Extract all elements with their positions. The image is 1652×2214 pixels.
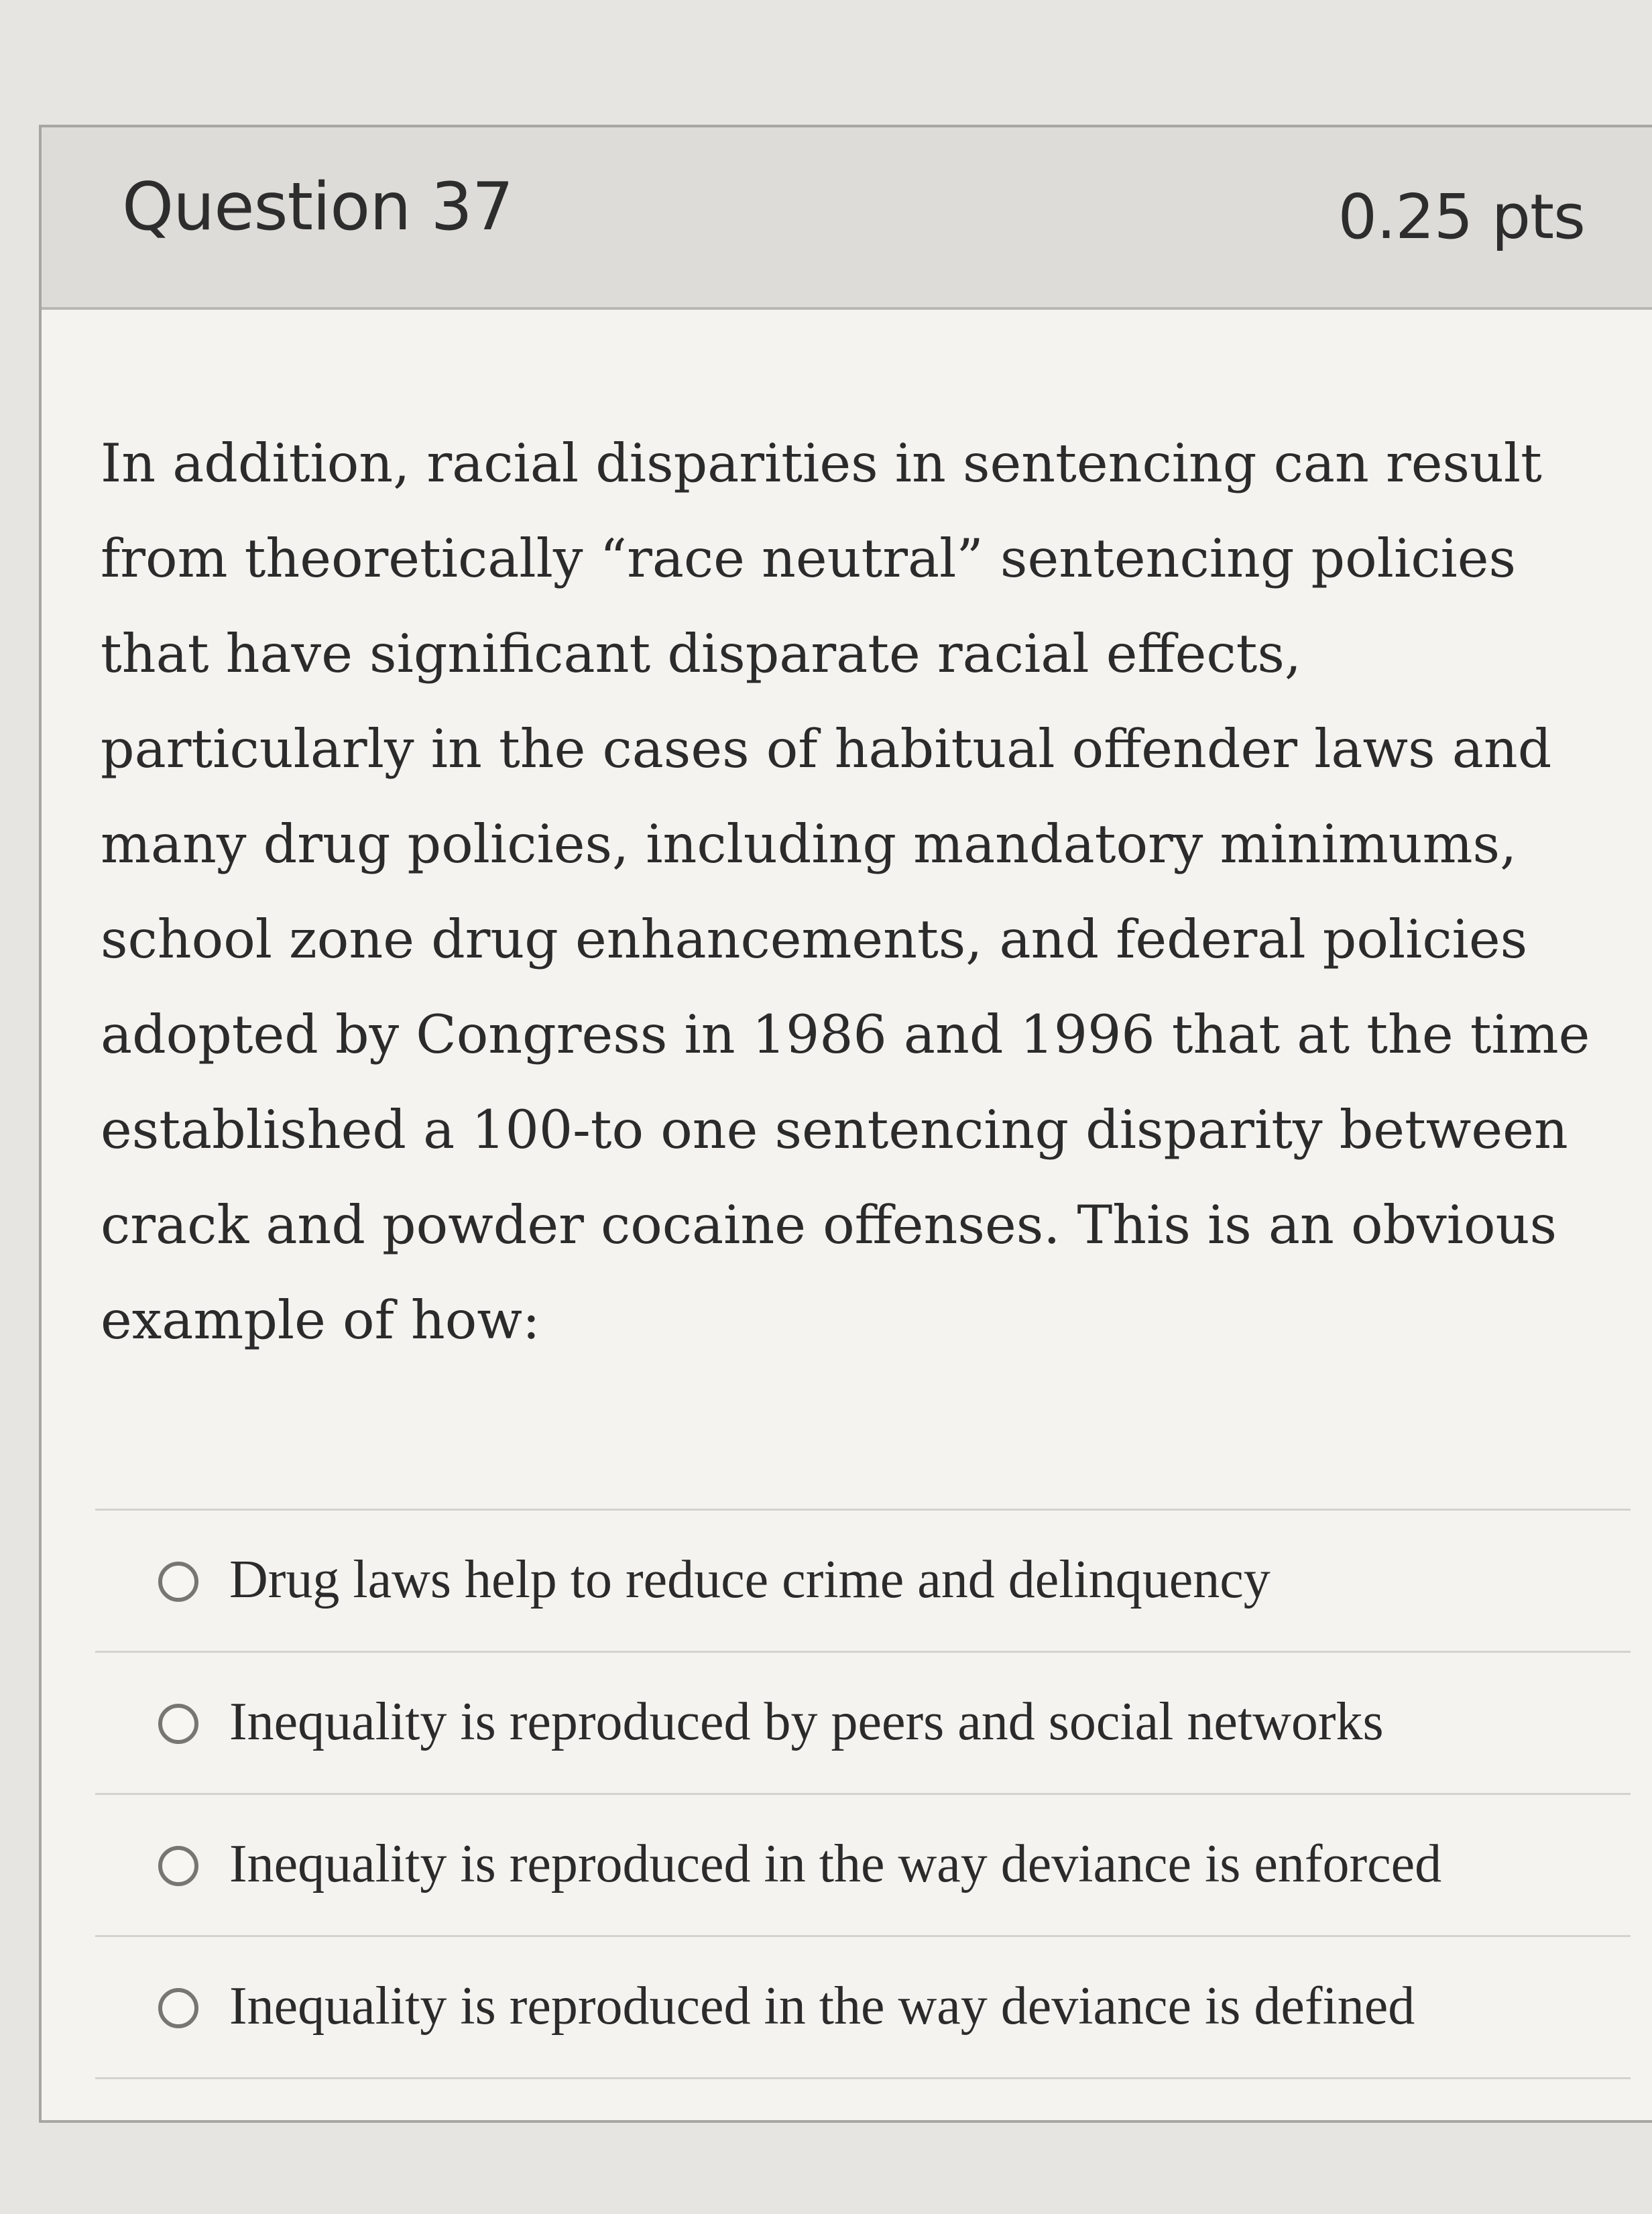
answer-label[interactable]: Drug laws help to reduce crime and delinquency (229, 1550, 1271, 1609)
question-title: Question 37 (122, 169, 514, 245)
radio-button[interactable] (158, 1562, 198, 1602)
question-text: In addition, racial disparities in sentencing can result from theoretically “race neutral” sentencing policies that have significant disparate racial effects, particularly in the cases of habitual offender laws and many drug policies, including mandatory minimums, school zone drug enhancements, and federal policies adopted by Congress in 1986 and 1996 that at the time established a 100-to one sentencing disparity between crack and powder cocaine offenses. This is an obvious example of how: (101, 432, 1590, 1351)
answer-option-3[interactable] (95, 1795, 1631, 1937)
answer-label[interactable]: Inequality is reproduced by peers and social networks (229, 1692, 1384, 1751)
answer-option-2[interactable] (95, 1653, 1631, 1795)
answer-option-1[interactable] (95, 1511, 1631, 1653)
radio-button[interactable] (158, 1846, 198, 1886)
radio-button[interactable] (158, 1988, 198, 2028)
question-card (39, 125, 1652, 2123)
answer-label[interactable]: Inequality is reproduced in the way deviance is defined (229, 1977, 1415, 2036)
question-header (42, 127, 1652, 310)
answer-label[interactable]: Inequality is reproduced in the way deviance is enforced (229, 1834, 1442, 1893)
question-points: 0.25 pts (1338, 181, 1585, 253)
radio-button[interactable] (158, 1704, 198, 1744)
answer-option-4[interactable] (95, 1937, 1631, 2079)
answer-list (95, 1509, 1631, 2079)
